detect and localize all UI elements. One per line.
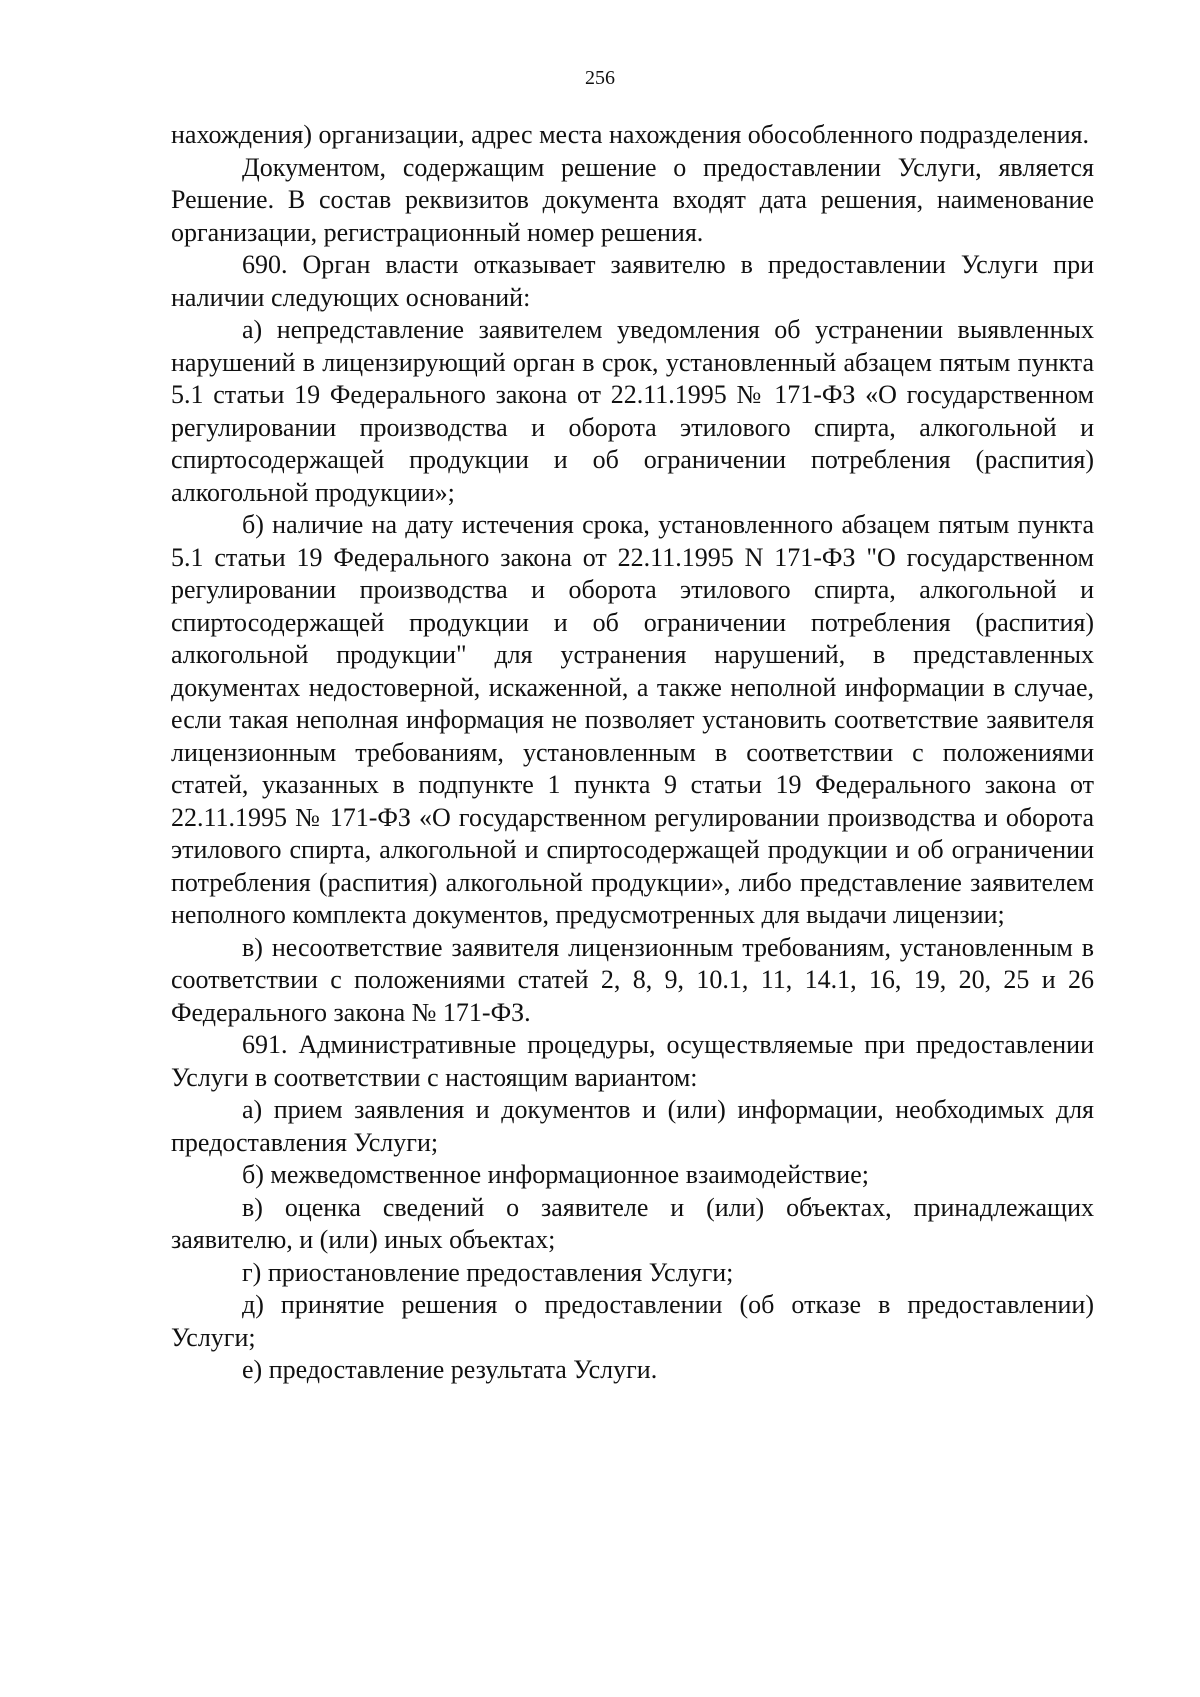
procedure-item-e: е) предоставление результата Услуги. [242, 1355, 658, 1384]
paragraph-decision-document: Документом, содержащим решение о предоставлении Услуги, является Решение. В состав реквизитов документа входят дата решения, наименование организации, регистрационный номер решения. [171, 152, 1094, 247]
procedure-item-v: в) оценка сведений о заявителе и (или) объектах, принадлежащих заявителю, и (или) иных объектах; [171, 1192, 1094, 1254]
procedure-item-d: д) принятие решения о предоставлении (об отказе в предоставлении) Услуги; [171, 1290, 1094, 1352]
paragraph-691: 691. Административные процедуры, осуществляемые при предоставлении Услуги в соответствии с настоящим вариантом: [171, 1030, 1094, 1092]
list-item-v: в) несоответствие заявителя лицензионным требованиям, установленным в соответствии с положениями статей 2, 8, 9, 10.1, 11, 14.1, 16, 19, 20, 25 и 26 Федерального закона № 171-ФЗ. [171, 932, 1094, 1027]
procedure-item-b: б) межведомственное информационное взаимодействие; [242, 1160, 869, 1189]
paragraph-continuation: нахождения) организации, адрес места нахождения обособленного подразделения. [171, 120, 1089, 149]
paragraph-690: 690. Орган власти отказывает заявителю в предоставлении Услуги при наличии следующих оснований: [171, 250, 1094, 312]
list-item-a: а) непредставление заявителем уведомления об устранении выявленных нарушений в лицензирующий орган в срок, установленный абзацем пятым пункта 5.1 статьи 19 Федерального закона от 22.11.1995 № 171-ФЗ «О государственном регулировании производства и оборота этилового спирта, алкогольной и спиртосодержащей продукции и об ограничении потребления (распития) алкогольной продукции»; [171, 315, 1094, 507]
procedure-item-a: а) прием заявления и документов и (или) информации, необходимых для предоставления Услуги; [171, 1095, 1094, 1157]
list-item-b: б) наличие на дату истечения срока, установленного абзацем пятым пункта 5.1 статьи 19 Федерального закона от 22.11.1995 N 171-ФЗ "О государственном регулировании производства и оборота этилового спирта, алкогольной и спиртосодержащей продукции и об ограничении потребления (распития) алкогольной продукции" для устранения нарушений, в представленных документах недостоверной, искаженной, а также неполной информации в случае, если такая неполная информация не позволяет установить соответствие заявителя лицензионным требованиям, установленным в соответствии с положениями статей, указанных в подпункте 1 пункта 9 статьи 19 Федерального закона от 22.11.1995 № 171-ФЗ «О государственном регулировании производства и оборота этилового спирта, алкогольной и спиртосодержащей продукции и об ограничении потребления (распития) алкогольной продукции», либо представление заявителем неполного комплекта документов, предусмотренных для выдачи лицензии; [171, 510, 1094, 929]
page-number: 256 [585, 67, 615, 89]
document-body [171, 119, 1094, 1387]
procedure-item-g: г) приостановление предоставления Услуги; [242, 1257, 734, 1287]
